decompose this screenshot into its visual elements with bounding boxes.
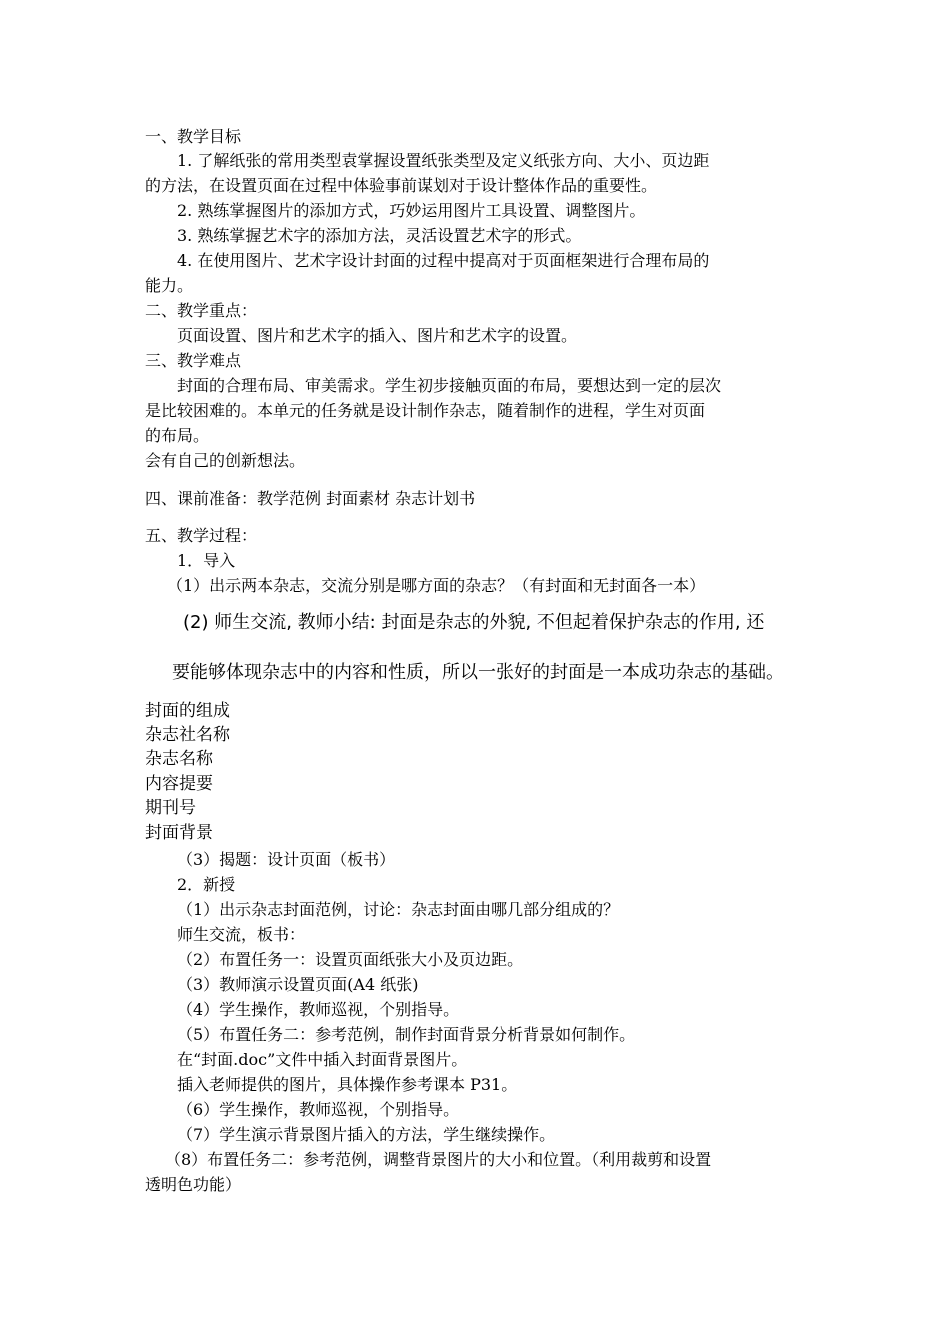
heading-key-points: 二、教学重点： <box>145 301 258 320</box>
step-2-new-lesson: 2．新授 <box>177 875 236 894</box>
step-1-item-3: （3）揭题：设计页面（板书） <box>177 850 396 869</box>
step-2-discussion: 师生交流，板书： <box>177 925 306 944</box>
step-2-item-8-line-1: （8）布置任务二：参考范例，调整背景图片的大小和位置。（利用裁剪和设置 <box>165 1150 712 1169</box>
cover-part-issue-number: 期刊号 <box>145 798 196 818</box>
goal-1-line-2: 的方法，在设置页面在过程中体验事前谋划对于设计整体作品的重要性。 <box>145 176 658 195</box>
difficulties-line-2: 是比较困难的。本单元的任务就是设计制作杂志，随着制作的进程，学生对页面 <box>145 401 706 420</box>
goal-4-line-2: 能力。 <box>145 276 194 295</box>
heading-process: 五、教学过程： <box>145 526 258 545</box>
step-1-intro: 1．导入 <box>177 551 236 570</box>
step-2-insert-teacher-image: 插入老师提供的图片，具体操作参考课本 P31。 <box>177 1075 518 1094</box>
step-1-item-1: （1）出示两本杂志，交流分别是哪方面的杂志？（有封面和无封面各一本） <box>167 576 706 595</box>
heading-teaching-goals: 一、教学目标 <box>145 127 242 146</box>
goal-4-line-1: 4. 在使用图片、艺术字设计封面的过程中提高对于页面框架进行合理布局的 <box>177 251 710 270</box>
step-2-item-7: （7）学生演示背景图片插入的方法，学生继续操作。 <box>177 1125 556 1144</box>
cover-parts-heading: 封面的组成 <box>145 701 230 721</box>
cover-part-background: 封面背景 <box>145 823 213 843</box>
goal-3: 3. 熟练掌握艺术字的添加方法，灵活设置艺术字的形式。 <box>177 226 582 245</box>
difficulties-line-4: 会有自己的创新想法。 <box>145 451 306 470</box>
difficulties-line-3: 的布局。 <box>145 426 210 445</box>
difficulties-line-1: 封面的合理布局、审美需求。学生初步接触页面的布局，要想达到一定的层次 <box>177 376 722 395</box>
heading-difficulties: 三、教学难点 <box>145 351 242 370</box>
step-2-item-6: （6）学生操作，教师巡视，个别指导。 <box>177 1100 460 1119</box>
key-points-text: 页面设置、图片和艺术字的插入、图片和艺术字的设置。 <box>177 326 578 345</box>
cover-part-summary: 内容提要 <box>145 774 213 794</box>
heading-preparation: 四、课前准备：教学范例 封面素材 杂志计划书 <box>145 489 476 508</box>
step-2-item-1: （1）出示杂志封面范例，讨论：杂志封面由哪几部分组成的？ <box>177 900 620 919</box>
step-1-item-2-line-2: 要能够体现杂志中的内容和性质，所以一张好的封面是一本成功杂志的基础。 <box>172 662 784 683</box>
step-2-item-3: （3）教师演示设置页面(A4 纸张) <box>177 975 419 994</box>
step-2-insert-background: 在“封面.doc”文件中插入封面背景图片。 <box>177 1050 468 1069</box>
cover-part-publisher: 杂志社名称 <box>145 725 230 745</box>
step-2-item-5: （5）布置任务二：参考范例，制作封面背景分析背景如何制作。 <box>177 1025 636 1044</box>
step-1-item-2-line-1: (2) 师生交流, 教师小结: 封面是杂志的外貌, 不但起着保护杂志的作用, 还 <box>183 612 765 633</box>
step-2-item-8-line-2: 透明色功能） <box>145 1175 242 1194</box>
step-2-item-4: （4）学生操作，教师巡视，个别指导。 <box>177 1000 460 1019</box>
goal-2: 2. 熟练掌握图片的添加方式，巧妙运用图片工具设置、调整图片。 <box>177 201 646 220</box>
goal-1-line-1: 1. 了解纸张的常用类型袁掌握设置纸张类型及定义纸张方向、大小、页边距 <box>177 151 710 170</box>
cover-part-magazine-name: 杂志名称 <box>145 749 213 769</box>
step-2-item-2: （2）布置任务一：设置页面纸张大小及页边距。 <box>177 950 524 969</box>
